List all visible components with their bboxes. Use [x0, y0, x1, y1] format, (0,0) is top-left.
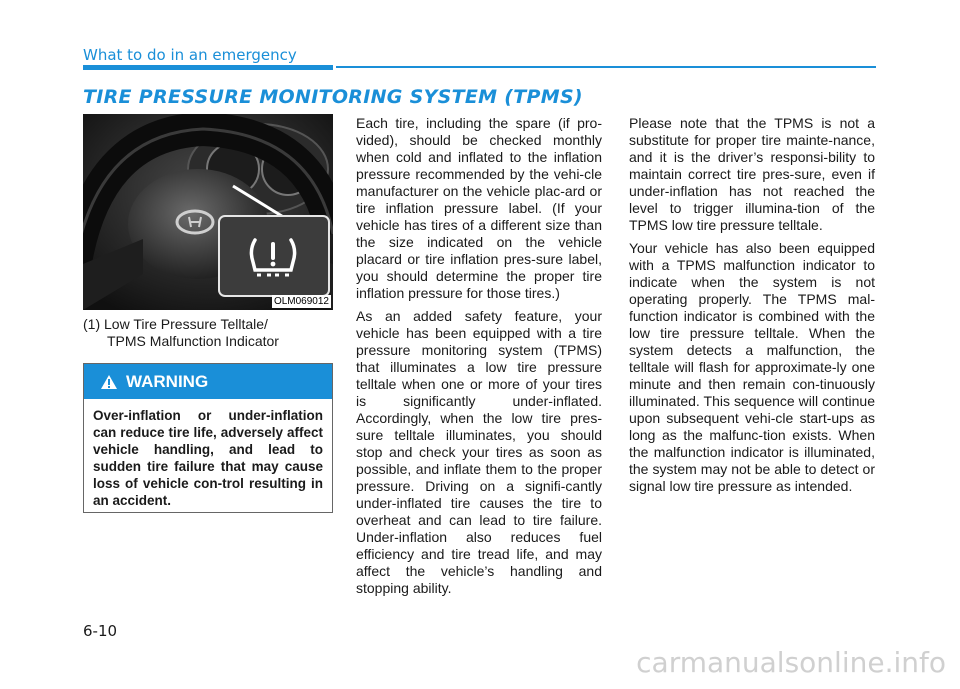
- text-column-3: [629, 115, 875, 501]
- paragraph: Your vehicle has also been equipped with a TPMS malfunction indicator to indicate when the system is not operating properly. The TPMS mal-function indicator is combined with the low tire pressure telltale. When the system detects a malfunction, the telltale will flash for approximate-ly one minute and then remain con-tinuously illuminated. This sequence will continue upon subsequent vehi-cle start-ups as long as the malfunc-tion exists. When the malfunction indicator is illuminated, the system may not be able to detect or signal low tire pressure as intended.: [629, 240, 875, 494]
- watermark: carmanualsonline.info: [636, 646, 946, 679]
- tpms-warning-icon: [245, 234, 301, 280]
- steering-wheel-illustration: [83, 114, 333, 310]
- paragraph: Each tire, including the spare (if pro-vided), should be checked monthly when cold and inflated to the inflation pressure recommended by the vehi-cle manufacturer on the vehicle plac-ard or tire inflation pressure label. (If your vehicle has tires of a different size than the size indicated on the vehicle placard or tire inflation pres-sure label, you should determine the proper tire inflation pressure for those tires.): [356, 115, 602, 301]
- header-rule-thick: [83, 65, 333, 70]
- header-rule-thin: [336, 66, 876, 68]
- warning-triangle-icon: [100, 374, 118, 390]
- warning-text: Over-inflation or under-inflation can reduce tire life, adversely affect vehicle handling, and lead to sudden tire failure that may cause loss of vehicle con-trol resulting in an accident.: [93, 408, 323, 508]
- dashboard-photo: [83, 114, 333, 310]
- warning-header: [84, 364, 332, 399]
- caption-line-1: (1) Low Tire Pressure Telltale/: [83, 316, 268, 332]
- paragraph: As an added safety feature, your vehicle has been equipped with a tire pressure monitoring system (TPMS) that illuminates a low tire pressure telltale when one or more of your tires is significantly under-inflated. Accordingly, when the low tire pres-sure telltale illuminates, you should stop and check your tires as soon as possible, and inflate them to the proper pressure. Driving on a signifi-cantly under-inflated tire causes the tire to overheat and can lead to tire failure. Under-inflation also reduces fuel efficiency and tire tread life, and may affect the vehicle’s handling and stopping ability.: [356, 308, 602, 596]
- caption-line-2: TPMS Malfunction Indicator: [107, 333, 279, 349]
- warning-box: [83, 363, 333, 513]
- text-column-2: [356, 115, 602, 603]
- figure-code: OLM069012: [273, 296, 329, 307]
- paragraph: Please note that the TPMS is not a substitute for proper tire mainte-nance, and it is the driver’s responsi-bility to maintain correct tire pres-sure, even if under-inflation has not reached the level to trigger illumina-tion of the TPMS low tire pressure telltale.: [629, 115, 875, 233]
- section-header: What to do in an emergency: [83, 46, 297, 64]
- page-number: 6-10: [83, 622, 118, 640]
- figure-caption: [83, 316, 333, 350]
- warning-label: WARNING: [126, 371, 209, 391]
- page-title: TIRE PRESSURE MONITORING SYSTEM (TPMS): [83, 86, 583, 108]
